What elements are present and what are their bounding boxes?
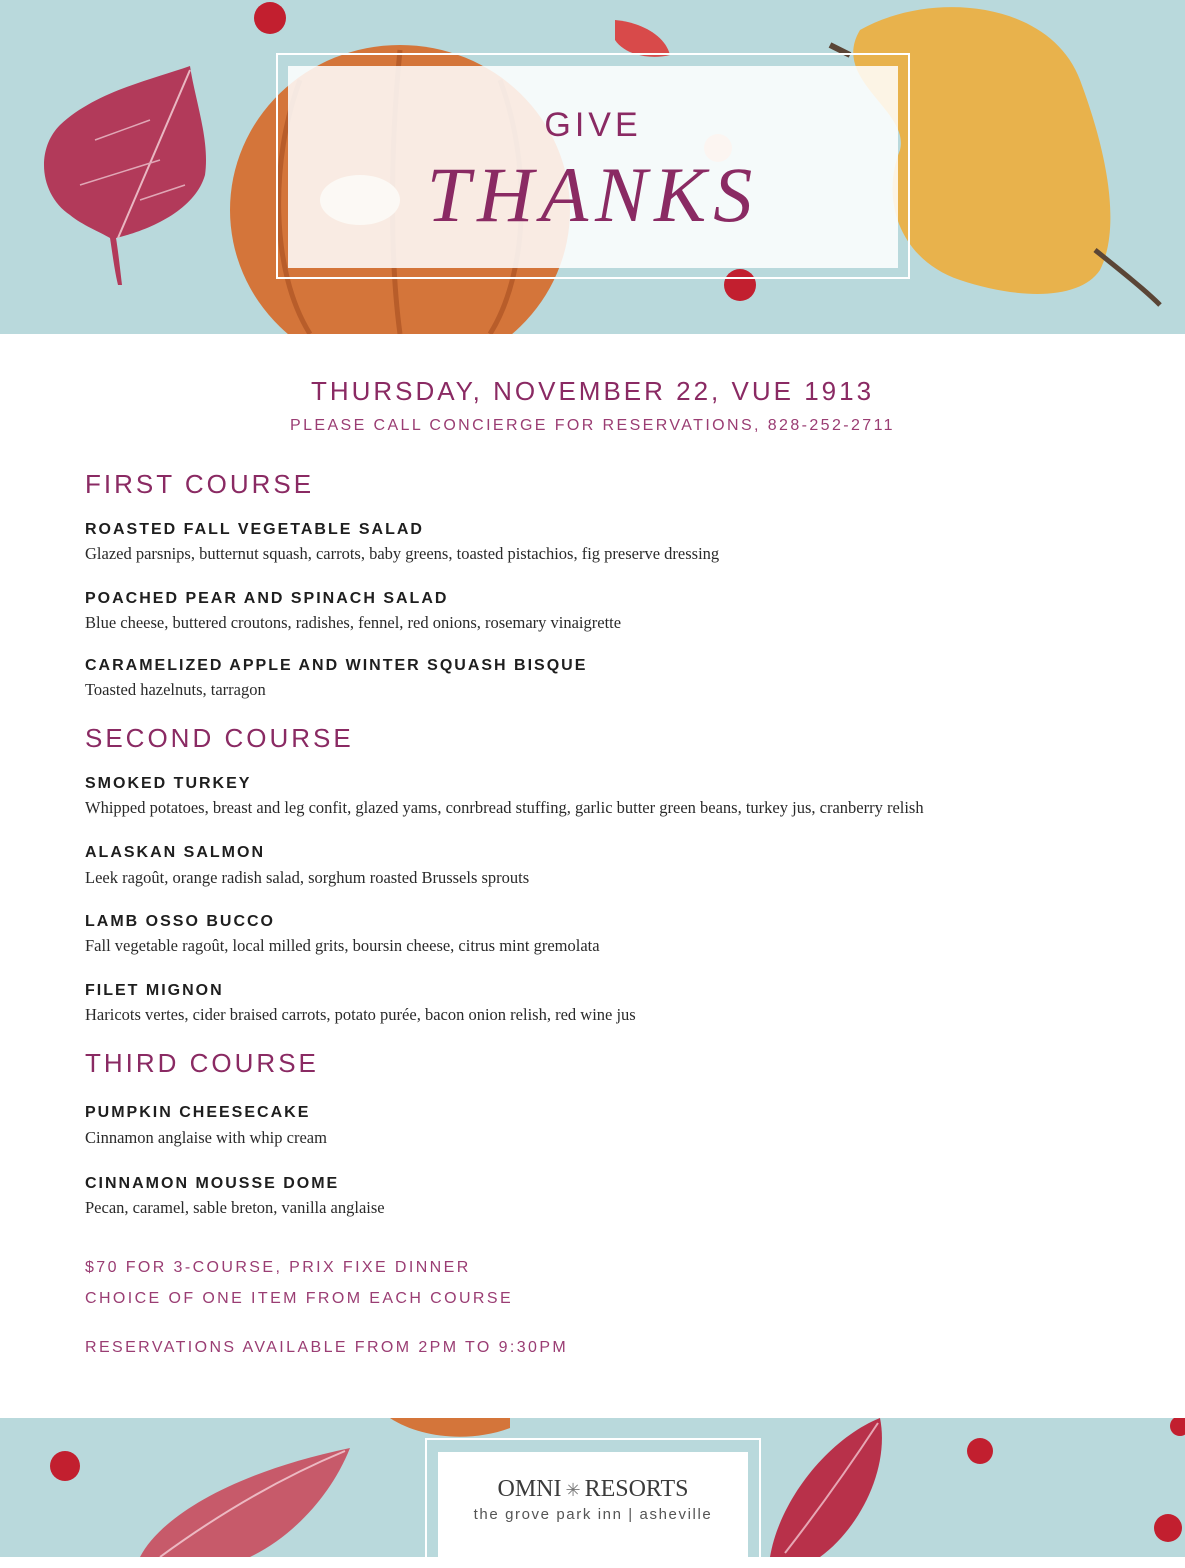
course-heading-first: FIRST COURSE	[85, 469, 315, 499]
menu-item-name: FILET MIGNON	[85, 982, 224, 999]
reservation-phone-note: PLEASE CALL CONCIERGE FOR RESERVATIONS, 828-252-2711	[290, 417, 895, 434]
menu-item-description: Cinnamon anglaise with whip cream	[85, 1128, 327, 1147]
menu-item-name: ALASKAN SALMON	[85, 844, 265, 861]
menu-item-description: Whipped potatoes, breast and leg confit, glazed yams, conrbread stuffing, garlic butter green beans, turkey jus, cranberry relish	[85, 798, 924, 817]
small-leaf-decoration	[615, 20, 670, 57]
course-heading-third: THIRD COURSE	[85, 1048, 319, 1078]
choice-note: CHOICE OF ONE ITEM FROM EACH COURSE	[85, 1290, 514, 1307]
title-give: GIVE	[544, 106, 642, 144]
cranberry-decoration	[1154, 1514, 1182, 1542]
logo-brand-right: RESORTS	[584, 1476, 689, 1502]
cranberry-decoration	[1170, 1418, 1185, 1436]
hours-note: RESERVATIONS AVAILABLE FROM 2PM TO 9:30PM	[85, 1339, 569, 1356]
pumpkin-decoration	[390, 1418, 510, 1437]
logo-subtitle: the grove park inn | asheville	[473, 1506, 713, 1523]
cranberry-decoration	[254, 2, 286, 34]
menu-item-name: CARAMELIZED APPLE AND WINTER SQUASH BISQUE	[85, 657, 588, 674]
menu-item-description: Glazed parsnips, butternut squash, carrots, baby greens, toasted pistachios, fig preserve dressing	[85, 544, 720, 563]
red-leaf-decoration	[770, 1418, 882, 1557]
menu-item-description: Haricots vertes, cider braised carrots, potato purée, bacon onion relish, red wine jus	[85, 1005, 636, 1024]
menu-item-name: PUMPKIN CHEESECAKE	[85, 1104, 311, 1121]
menu-item-name: CINNAMON MOUSSE DOME	[85, 1175, 340, 1192]
menu-item-description: Fall vegetable ragoût, local milled grits, boursin cheese, citrus mint gremolata	[85, 936, 600, 955]
course-heading-second: SECOND COURSE	[85, 723, 354, 753]
menu-item-name: POACHED PEAR AND SPINACH SALAD	[85, 590, 449, 607]
menu-item-description: Blue cheese, buttered croutons, radishes, fennel, red onions, rosemary vinaigrette	[85, 613, 622, 632]
event-title: THURSDAY, NOVEMBER 22, VUE 1913	[310, 376, 875, 406]
compass-star-icon: ✳	[565, 1480, 581, 1500]
menu-item-name: LAMB OSSO BUCCO	[85, 913, 275, 930]
cranberry-decoration	[967, 1438, 993, 1464]
price-note: $70 FOR 3-COURSE, PRIX FIXE DINNER	[85, 1259, 471, 1276]
omni-resorts-logo	[438, 1476, 748, 1503]
title-thanks: THANKS	[426, 151, 760, 238]
menu-item-description: Toasted hazelnuts, tarragon	[85, 680, 266, 699]
red-leaf-decoration	[140, 1448, 350, 1557]
menu-item-name: ROASTED FALL VEGETABLE SALAD	[85, 521, 424, 538]
logo-brand-left: OMNI	[497, 1476, 562, 1502]
cranberry-decoration	[50, 1451, 80, 1481]
menu-item-description: Pecan, caramel, sable breton, vanilla anglaise	[85, 1198, 385, 1217]
red-leaf-decoration	[44, 66, 206, 285]
menu-item-name: SMOKED TURKEY	[85, 775, 252, 792]
menu-item-description: Leek ragoût, orange radish salad, sorghum roasted Brussels sprouts	[85, 868, 530, 887]
